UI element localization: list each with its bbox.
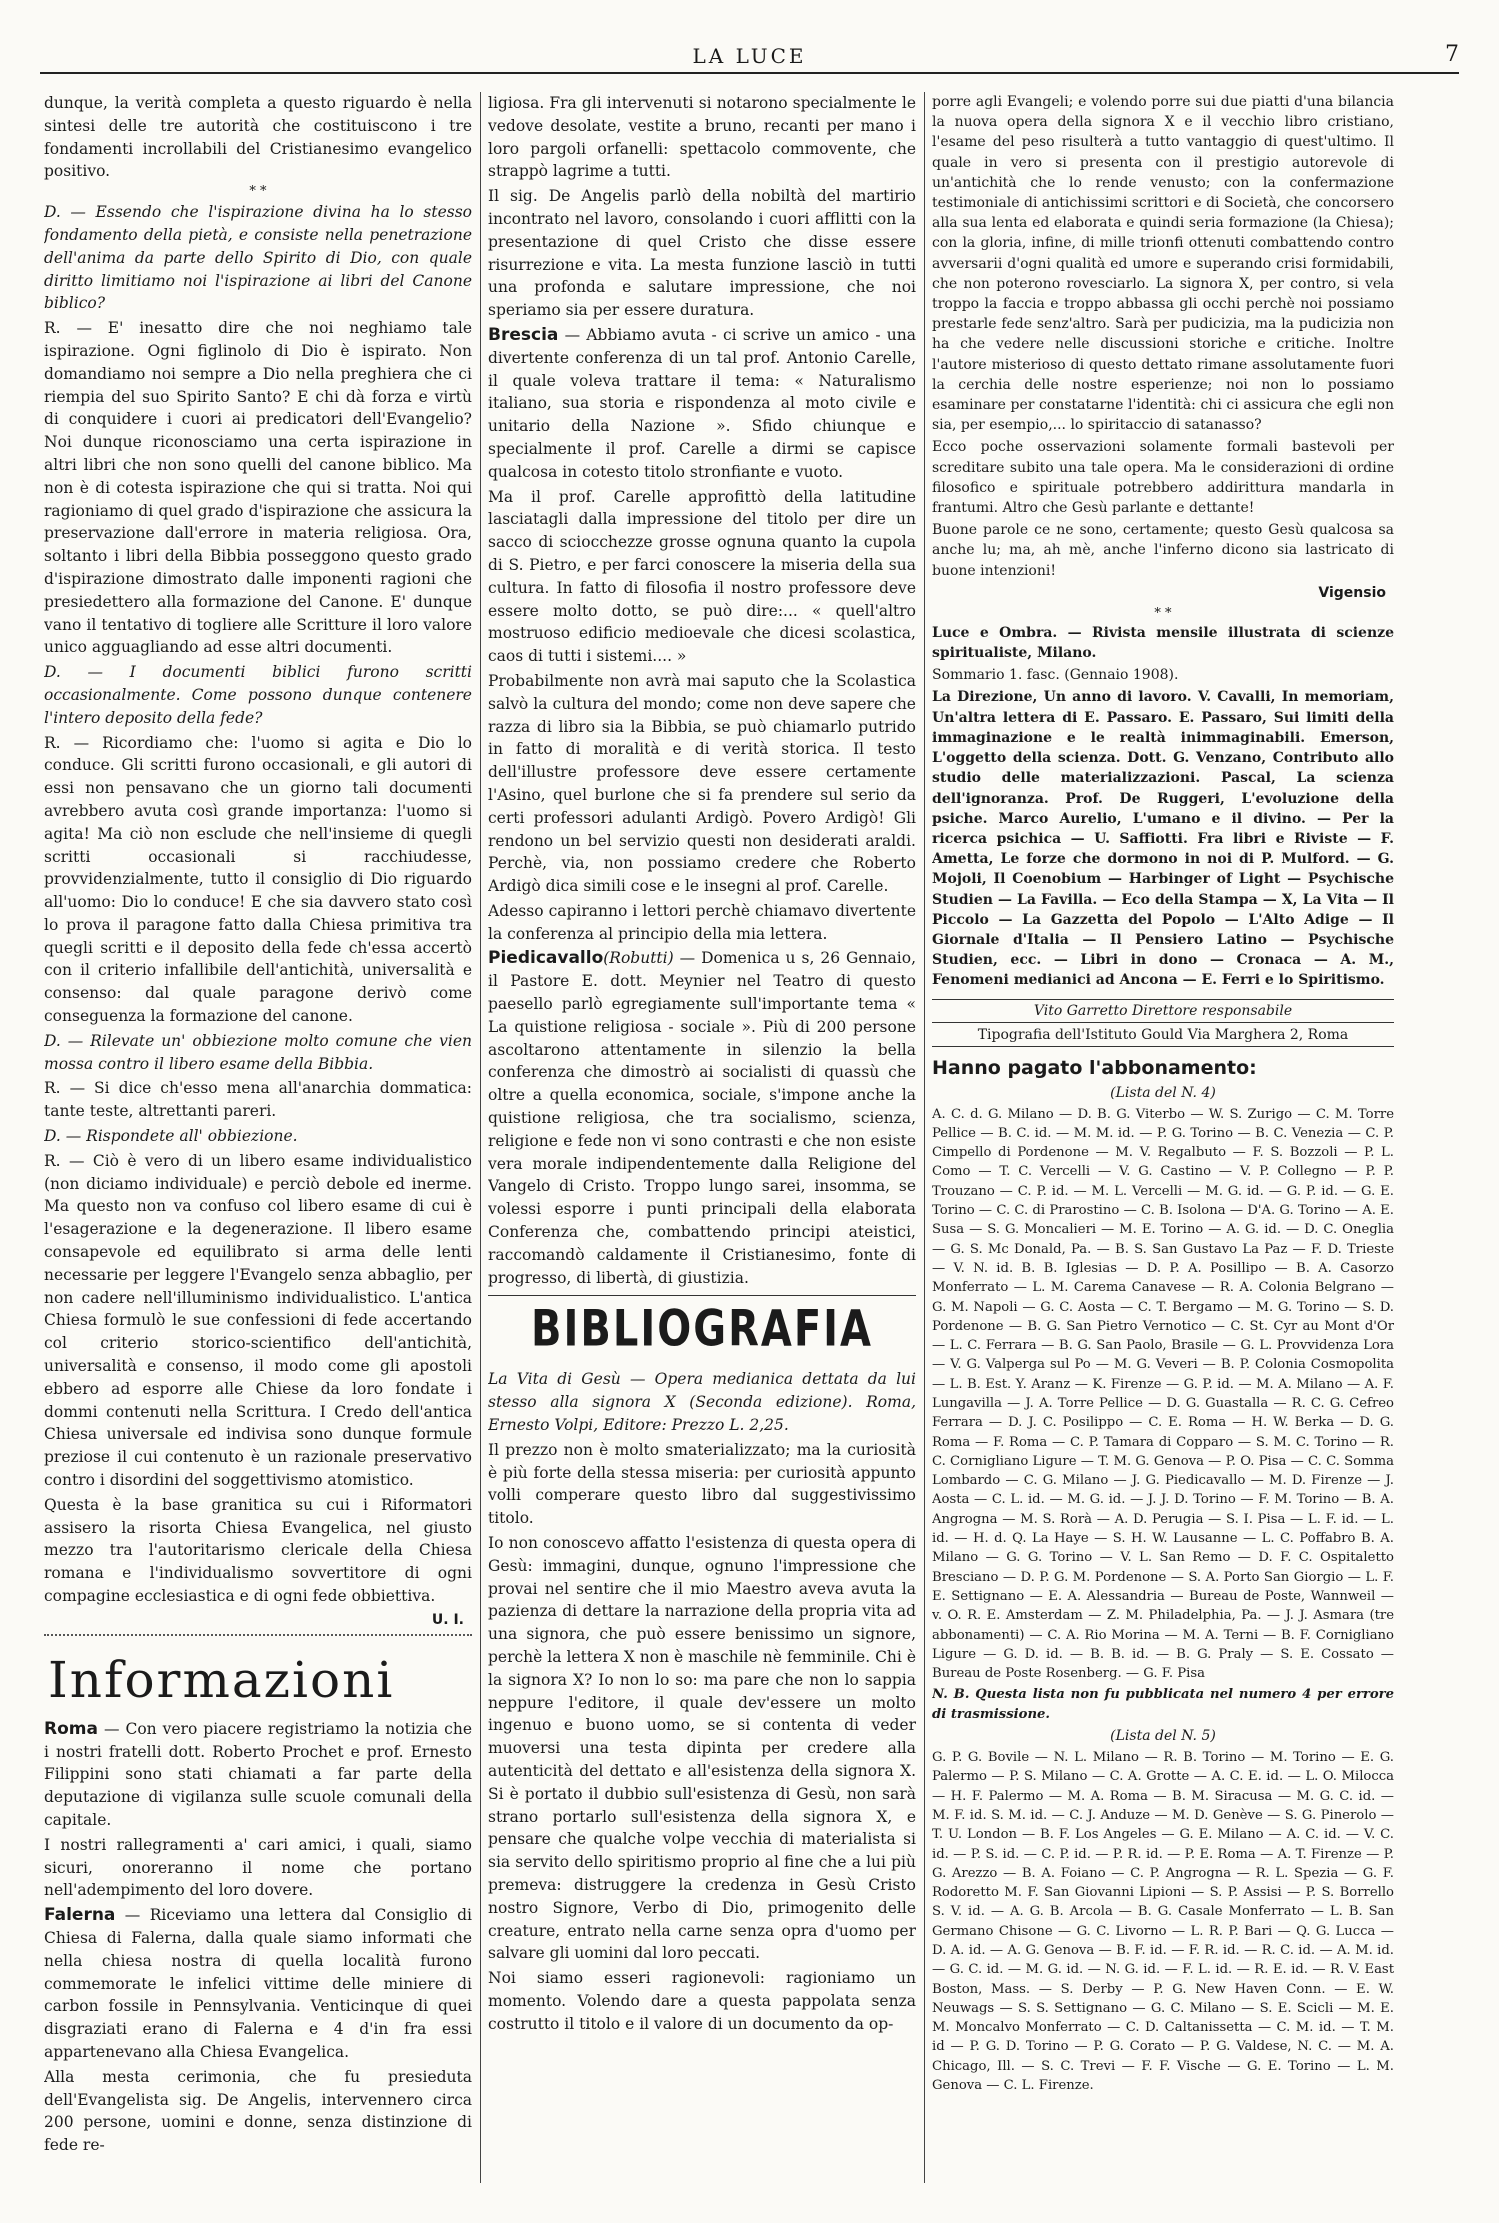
place-name: Falerna — [44, 1905, 116, 1926]
question: D. — Rispondete all' obbiezione. — [44, 1127, 298, 1146]
answer: R. — E' inesatto dire che noi neghiamo tale ispirazione. Ogni figlinolo di Dio è ispirato. Non domandiamo noi sempre a Dio nella preghiera che ci riempia del suo Spirito Santo? E chi dà forza e virtù di conquidere i cuori ai predicatori dell'Evangelio? Noi dunque riconosciamo una certa ispirazione in altri libri che non sono quelli del canone biblico. Ma non è di cotesta ispirazione che qui si tratta. Noi qui ragioniamo di quel grado d'ispirazione che assicura la preservazione dall'errore in materia religiosa. Ora, soltanto i libri della Bibbia posseggono questo grado d'ispirazione dimostrato dalle imponenti ragioni che presiedettero alla formazione del Canone. E' dunque vano il tentativo di togliere alle Scritture il loro valore unico agguagliando ad esse altri documenti. — [44, 319, 472, 657]
paragraph: I nostri rallegramenti a' cari amici, i quali, siamo sicuri, onoreranno il nome che portano nell'adempimento del loro dovere. — [44, 1835, 472, 1900]
news-text: — Abbiamo avuta - ci scrive un amico - una divertente conferenza di un tal prof. Antonio Carelle, il quale voleva trattare il tema: « Naturalismo italiano, sua storia e rispondenza al moto civile e unitario della Nazione ». Sfido chiunque e specialmente il prof. Carelle a dirmi se capisce qualcosa in cotesto titolo stronfiante e vuoto. — [488, 325, 916, 481]
subscriptions-heading: Hanno pagato l'abbonamento: — [932, 1056, 1257, 1079]
answer: R. — Ciò è vero di un libero esame individualistico (non diciamo individuale) e perciò debole ed inerme. Ma questo non va confuso col libero esame di cui è l'esagerazione e la degenerazione. Il libero esame consapevole ed equilibrato si arma delle lenti necessarie per leggere l'Evangelo senza abbaglio, per non cadere nell'illuminismo individualistico. L'antica Chiesa formulò le sue confessioni di fede accertando col criterio storico-scientifico dell'antichità, universalità e consenso, il modo come gli apostoli ebbero ad esporre alle Chiese da loro fondate i dommi contenuti nella Scrittura. I Credo dell'antica Chiesa universale ed indivisa sono dunque formule preziose il cui contenuto è un razionale preservativo contro i disordini del soggettivismo atomistico. — [44, 1151, 472, 1490]
page-number: 7 — [1445, 42, 1459, 67]
paragraph: ligiosa. Fra gli intervenuti si notarono specialmente le vedove desolate, vestite a bruno, recanti per mano i loro pargoli orfanelli: spettacolo commovente, che strappò lagrime a tutti. — [488, 94, 916, 181]
question: D. — Essendo che l'ispirazione divina ha lo stesso fondamento della pietà, e consiste nella penetrazione dell'anima da parte dello Spirito di Dio, con quale diritto limitiamo noi l'ispirazione ai libri del Canone biblico? — [44, 203, 472, 313]
news-text: — Domenica u s, 26 Gennaio, il Pastore E. dott. Meynier nel Teatro di questo paesello parlò egregiamente sull'importante tema « La quistione religiosa - sociale ». Più di 200 persone ascoltarono attentamente in silenzio la bella conferenza che dimostrò ai socialisti di quassù che oltre a quella economica, sociale, s'impone anche la quistione religiosa, che tra socialismo, scienza, religione e fede non vi sono contrasti e che non esiste vera morale indipendentemente dalla Religione del Vangelo di Cristo. Troppo lungo sarei, insomma, se volessi esporre i punti principali della elaborata Conferenza che, combattendo principi ateistici, raccomandò caldamente il Cristianesimo, fonte di progresso, di libertà, di giustizia. — [488, 949, 916, 1287]
place-name: Brescia — [488, 324, 559, 345]
ornamental-rule — [44, 1634, 472, 1644]
page-header — [40, 40, 1459, 74]
paragraph: Adesso capiranno i lettori perchè chiamavo divertente la conferenza al principio della mia lettera. — [488, 901, 916, 943]
question: D. — Rilevate un' obbiezione molto comune che vien mossa contro il libero esame della Bibbia. — [44, 1031, 472, 1073]
paragraph: Io non conoscevo affatto l'esistenza di questa opera di Gesù: immagini, dunque, ognuno l'impressione che provai nel sentire che il mio Maestro aveva avuta la pazienza di dettare la narrazione della propria vita ad una signora, che può essere benissimo un signore, perchè la lettera X non è maschile nè femminile. Chi è la signora X? Io non lo so: ma pare che non lo sappia neppure l'editore, il quale dev'essere un molto ingenuo e buono uomo, se si contenta di veder muoversi una testa dipinta per credere alla autenticità del dettato e all'esistenza della signora X. Si è portato il dubbio sull'esistenza di Gesù, non sarà strano portarlo sull'esistenza della signora X, e pensare che qualche volpe vecchia di materialista si sia servito dello spiritismo proprio al fine che a lui più premeva: distruggere la credenza in Gesù Cristo nostro Signore, Verbo di Dio, primogenito delle creature, entrato nella carne senza opra d'uomo per salvare gli uomini dal loro peccati. — [488, 1534, 916, 1963]
paragraph: porre agli Evangeli; e volendo porre sui due piatti d'una bilancia la nuova opera della signora X e il vecchio libro cristiano, l'esame del peso risulterà a tutto vantaggio di quest'ultimo. Il quale in vero si presenta con il prestigio autorevole di un'antichità che lo rende venusto; con la confermazione testimoniale di antichissimi scrittori e di Società, che concorsero alla sua lenta ed elaborata e quindi seria formazione (la Chiesa); con la gloria, infine, di mille trionfi ottenuti combattendo contro avversarii d'ogni qualità ed umore e superando crisi formidabili, che non poterono rovesciarlo. La signora X, per contro, si vela troppo la faccia e troppo abbassa gli occhi perchè noi possiamo prestarle fede senz'altro. Sarà per pudicizia, ma la pudicizia non ha che vedere nelle discussioni storiche e critiche. Inoltre l'autore misterioso di questo dettato rimane assolutamente fuori la cerchia delle nostre esperienze; noi non lo possiamo esaminare per constatarne l'identità: chi ci assicura che egli non sia, per esempio,... lo spiritaccio di satanasso? — [932, 94, 1394, 434]
separator-stars: * * — [249, 184, 267, 200]
answer: R. — Si dice ch'esso mena all'anarchia dommatica: tante teste, altrettanti pareri. — [44, 1079, 472, 1121]
subscriber-list: A. C. d. G. Milano — D. B. G. Viterbo — W. S. Zurigo — C. M. Torre Pellice — B. C. id. — M. M. id. — P. G. Torino — B. C. Venezia — C. P. Cimpello di Pordenone — M. V. Regalbuto — F. S. Bozzoli — P. L. Como — T. C. Vercelli — V. G. Castino — V. P. Collegno — P. P. Trouzano — C. P. id. — M. L. Vercelli — M. G. id. — G. P. id. — G. E. Torino — C. C. di Prarostino — C. B. Isolona — D'A. G. Torino — A. E. Susa — S. G. Moncalieri — M. E. Torino — A. G. id. — D. C. Oneglia — G. S. Mc Donald, Pa. — B. S. San Gustavo La Paz — F. D. Trieste — V. N. id. B. B. Iglesias — D. P. A. Posillipo — B. A. Casorzo Monferrato — L. M. Carema Canavese — R. A. Colonia Belgrano — G. M. Napoli — G. C. Aosta — C. T. Bergamo — M. G. Torino — S. D. Pordenone — B. G. San Pietro Vernotico — C. St. Cyr au Mont d'Or — L. C. Ferrara — B. G. San Paolo, Brasile — G. L. Provvidenza Lora — V. G. Valperga sul Po — M. G. Veveri — B. P. Colonia Cosmopolita — L. B. Est. Y. Aranz — K. Firenze — G. P. id. — M. A. Milano — A. F. Lungavilla — J. A. Torre Pellice — D. G. Guastalla — R. C. G. Cefreo Ferrara — D. J. C. Posilippo — C. E. Roma — H. W. Berka — D. G. Roma — F. Roma — C. P. Tamara di Copparo — S. M. C. Torino — R. C. Cornigliano Ligure — T. M. G. Genova — P. O. Pisa — C. C. Somma Lombardo — C. G. Milano — J. G. Piedicavallo — M. D. Firenze — J. Aosta — C. L. id. — M. G. id. — J. J. D. Torino — F. M. Torino — B. A. Angrogna — M. S. Rorà — A. D. Perugia — S. I. Pisa — L. F. id. — L. id. — H. d. Q. La Haye — S. H. W. Lausanne — L. C. Poffabro B. A. Milano — G. G. Torino — V. L. San Remo — D. F. C. Ospitaletto Bresciano — D. P. G. M. Pordenone — S. A. Porto San Giorgio — L. F. E. Settignano — E. A. Alessandria — Bureau de Poste, Wannweil — v. O. R. E. Amsterdam — Z. M. Philadelphia, Pa. — J. J. Asmara (tre abbonamenti) — C. A. Rio Morina — M. A. Terni — B. F. Cornigliano Ligure — G. D. id. — B. B. id. — B. G. Praly — S. E. Cossato — Bureau de Poste Rosenberg. — G. F. Pisa — [932, 1106, 1394, 1682]
printer-line: Tipografia dell'Istituto Gould Via Marghera 2, Roma — [932, 1027, 1394, 1047]
paragraph: Ma il prof. Carelle approfittò della latitudine lasciatagli dalla impressione del titolo per dire un sacco di sciocchezze grosse ognuna quanto la cupola di S. Pietro, e per farci conoscere la miseria della sua cultura. In fatto di filosofia il nostro professore deve essere molto dotto, se può dire:... « quell'altro mostruoso edificio medioevale che dicesi scolastica, caos di tutti i sistemi.... » — [488, 487, 916, 666]
paragraph: Buone parole ce ne sono, certamente; questo Gesù qualcosa sa anche lu; ma, ah mè, anche l'inferno dicono sia lastricato di buone intenzioni! — [932, 522, 1394, 579]
paragraph: Sommario 1. fasc. (Gennaio 1908). — [932, 667, 1179, 684]
column-1 — [44, 92, 472, 2159]
column-divider — [924, 92, 925, 2183]
section-title-informazioni: Informazioni — [48, 1650, 395, 1709]
subscriber-list: G. P. G. Bovile — N. L. Milano — R. B. Torino — M. Torino — E. G. Palermo — P. S. Milano — C. A. Grotte — A. C. E. id. — L. O. Milocca — H. F. Palermo — M. A. Roma — B. M. Siracusa — M. G. C. id. — M. F. id. S. M. id. — C. J. Anduze — M. D. Genève — S. G. Pinerolo — T. U. London — B. F. Los Angeles — G. E. Milano — A. C. id. — V. C. id. — P. S. id. — C. P. id. — P. R. id. — P. E. Roma — A. T. Firenze — P. G. Arezzo — B. A. Foiano — C. P. Angrogna — R. L. Spezia — G. F. Rodoretto M. F. San Giovanni Lipioni — S. P. Assisi — P. S. Borrello S. V. id. — A. G. B. Arcola — B. G. Casale Monferrato — L. B. San Germano Chisone — G. C. Livorno — L. R. P. Bari — Q. G. Lucca — D. A. id. — A. G. Genova — B. F. id. — F. R. id. — R. C. id. — A. M. id. — G. C. id. — M. G. id. — N. G. id. — F. L. id. — R. E. id. — R. V. East Boston, Mass. — S. Derby — P. G. New Haven Conn. — E. W. Neuwags — S. S. Settignano — G. C. Milano — S. E. Scicli — M. E. M. Moncalvo Monferrato — C. D. Caltanissetta — C. M. id. — T. M. id — P. G. D. Torino — P. G. Corato — P. G. Valdese, N. C. — M. A. Chicago, Ill. — S. C. Trevi — F. F. Vische — G. E. Torino — L. M. Genova — C. L. Firenze. — [932, 1750, 1394, 2094]
review-title: Luce e Ombra. — Rivista mensile illustrata di scienze spiritualiste, Milano. — [932, 624, 1394, 662]
paragraph: Il prezzo non è molto smaterializzato; ma la curiosità è più forte della stessa miseria: per curiosità appunto volli comperare questo libro dal suggestivissimo titolo. — [488, 1440, 916, 1528]
answer: R. — Ricordiamo che: l'uomo si agita e Dio lo conduce. Gli scritti furono occasionali, e gli autori di essi non pensavano che un giorno tali documenti avrebbero avuta così grande importanza: l'uomo si agita! Ma ciò non esclude che nell'insieme di quegli scritti occasionali si racchiudesse, provvidenzialmente, tutto il consiglio di Dio riguardo all'uomo: Dio lo conduce! E che sia davvero stato così lo prova il paragone fatto dalla Chiesa primitiva tra quegli scritti e il deposito della fede ch'essa accertò con il criterio infallibile dell'antichità, universalità e consenso: dal quale paragone derivò come conseguenza la formazione del canone. — [44, 733, 472, 1026]
paragraph: Noi siamo esseri ragionevoli: ragioniamo un momento. Volendo dare a questa pappolata senza costrutto il titolo e il valore di un documento da op- — [488, 1969, 916, 2033]
newspaper-title: LA LUCE — [692, 44, 807, 68]
news-item — [488, 324, 916, 484]
place-subtitle: (Robutti) — [603, 949, 674, 968]
list-note: N. B. Questa lista non fu pubblicata nel numero 4 per errore di trasmissione. — [932, 1687, 1394, 1722]
section-title-bibliografia: BIBLIOGRAFIA — [531, 1300, 873, 1359]
paragraph: dunque, la verità completa a questo riguardo è nella sintesi delle tre autorità che costituiscono i tre fondamenti incrollabili del Cristianesimo evangelico positivo. — [44, 94, 472, 181]
place-name: Roma — [44, 1718, 98, 1739]
paragraph: Probabilmente non avrà mai saputo che la Scolastica salvò la cultura del mondo; come non deve sapere che razza di libro sia la Bibbia, se può chiamarlo putrido in fatto di moralità e di verità storica. Il testo dell'illustre professore deve essere certamente l'Asino, quel burlone che si fa prendere sul serio da certi professori adulanti Ardigò. Povero Ardigò! Gli rendono un bel servizio questi non desiderati araldi. Perchè, via, non possiamo credere che Roberto Ardigò dica simili cose e le insegni al prof. Carelle. — [488, 671, 916, 896]
news-item — [44, 1904, 472, 2064]
review-summary: La Direzione, Un anno di lavoro. V. Cavalli, In memoriam, Un'altra lettera di E. Passaro. E. Passaro, Sui limiti della immaginazione e le realtà inimmaginabili. Emerson, L'oggetto della scienza. Dott. G. Venzano, Contributo allo studio delle materializzazioni. Pascal, La scienza dell'ignoranza. Prof. De Ruggeri, L'evoluzione della psiche. Marco Aurelio, L'umano e il divino. — Per la ricerca psichica — U. Saffiotti. Fra libri e Riviste — F. Ametta, Le forze che dormono in noi di P. Mulford. — G. Mojoli, Il Coenobium — Harbinger of Light — Psychische Studien — La Favilla. — Eco della Stampa — X, La Vita — Il Piccolo — La Gazzetta del Popolo — L'Alto Adige — Il Giornale d'Italia — Il Pensiero Latino — Psychische Studien, ecc. — Libri in dono — Cronaca — A. M., Fenomeni medianici ad Ancona — E. Ferri e lo Spiritismo. — [932, 689, 1394, 989]
signature: Vigensio — [1318, 584, 1386, 601]
news-item — [44, 1718, 472, 1832]
paragraph: Ecco poche osservazioni solamente formali bastevoli per screditare subito una tale opera. Ma le considerazioni di ordine filosofico e spirituale potrebbero addirittura mandarla in frantumi. Altro che Gesù parlante e dettante! — [932, 439, 1394, 517]
column-3 — [932, 92, 1394, 2097]
column-2 — [488, 92, 916, 2038]
news-text: — Con vero piacere registriamo la notizia che i nostri fratelli dott. Roberto Prochet e prof. Ernesto Filippini sono stati chiamati a far parte della deputazione di vigilanza sulle scuole comunali della capitale. — [44, 1719, 472, 1829]
separator-stars: * * — [1154, 605, 1172, 621]
question: D. — I documenti biblici furono scritti occasionalmente. Come possono dunque contenere l'intero deposito della fede? — [44, 663, 472, 727]
place-name: Piedicavallo — [488, 948, 604, 969]
signature: U. I. — [431, 1611, 464, 1628]
paragraph: Il sig. De Angelis parlò della nobiltà del martirio incontrato nel lavoro, consolando i cuori afflitti con la presentazione di quel Cristo che disse essere risurrezione e vita. La mesta funzione lasciò in tutti una profonda e salutare impressione, che noi speriamo sia per essere duratura. — [488, 187, 916, 320]
news-item — [488, 947, 916, 1289]
section-rule — [488, 1295, 916, 1296]
book-citation: La Vita di Gesù — Opera medianica dettata da lui stesso alla signora X (Seconda edizione). Roma, Ernesto Volpi, Editore: Prezzo L. 2,25. — [488, 1370, 916, 1435]
paragraph: Alla mesta cerimonia, che fu presieduta dell'Evangelista sig. De Angelis, intervennero circa 200 persone, uomini e donne, senza distinzione di fede re- — [44, 2067, 472, 2155]
column-divider — [480, 92, 481, 2183]
list-title: (Lista del N. 5) — [1110, 1728, 1216, 1745]
news-text: — Riceviamo una lettera dal Consiglio di Chiesa di Falerna, dalla quale siamo informati che nella chiesa nostra di quella località furono commemorate le infelici vittime delle miniere di carbon fossile in Pennsylvania. Venticinque di quei disgraziati erano di Falerna e 4 d'in fra essi appartenevano alla Chiesa Evangelica. — [44, 1906, 472, 2061]
director-line: Vito Garretto Direttore responsabile — [932, 999, 1394, 1023]
list-title: (Lista del N. 4) — [1110, 1084, 1216, 1101]
paragraph: Questa è la base granitica su cui i Riformatori assisero la risorta Chiesa Evangelica, nel giusto mezzo tra l'autoritarismo clericale della Chiesa romana e l'individualismo sovvertitore di ogni compagine ecclesiastica e di ogni fede obbiettiva. — [44, 1495, 472, 1605]
